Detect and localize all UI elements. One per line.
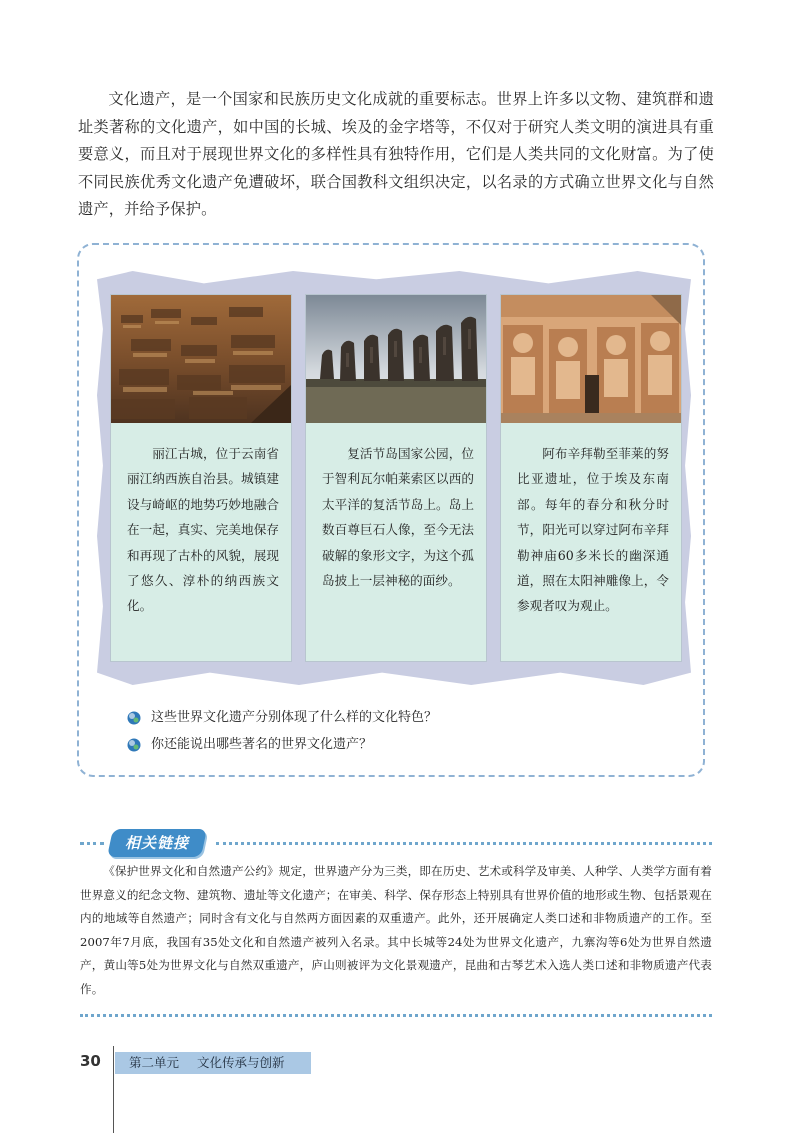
question-item xyxy=(127,731,437,758)
intro-paragraph: 文化遗产，是一个国家和民族历史文化成就的重要标志。世界上许多以文物、建筑群和遗址类著称的文化遗产，如中国的长城、埃及的金字塔等，不仅对于研究人类文明的演进具有重要意义，而且对于展现世界文化的多样性具有独特作用，它们是人类共同的文化财富。为了使不同民族优秀文化遗产免遭破坏，联合国教科文组织决定，以名录的方式确立世界文化与自然遗产，并给予保护。 xyxy=(78,90,714,218)
easter-island-moai-photo xyxy=(306,295,486,423)
footer-unit-label: 第二单元 xyxy=(129,1055,180,1070)
related-link-header xyxy=(80,826,716,860)
globe-bullet-icon xyxy=(127,711,141,725)
easter-island-caption: 复活节岛国家公园，位于智利瓦尔帕莱索区以西的太平洋的复活节岛上。岛上数百尊巨石人像，至今无法破解的象形文字，为这个孤岛披上一层神秘的面纱。 xyxy=(322,446,474,589)
abu-simbel-temple-photo xyxy=(501,295,681,423)
question-item xyxy=(127,704,437,731)
dotted-divider xyxy=(80,842,104,845)
related-link-title: 相关链接 xyxy=(124,834,189,852)
abu-simbel-caption: 阿布辛拜勒至菲莱的努比亚遗址，位于埃及东南部。每年的春分和秋分时节，阳光可以穿过阿布辛拜勒神庙60多米长的幽深通道，照在太阳神雕像上，令参观者叹为观止。 xyxy=(517,446,669,614)
heritage-card-easter-island xyxy=(306,295,486,661)
globe-bullet-icon xyxy=(127,738,141,752)
footer-unit-title: 文化传承与创新 xyxy=(197,1055,285,1070)
heritage-card-abu-simbel xyxy=(501,295,681,661)
footer-unit-band xyxy=(115,1052,311,1074)
discussion-questions xyxy=(127,704,437,758)
footer-vertical-rule xyxy=(113,1046,114,1133)
dotted-divider xyxy=(216,842,712,845)
lijiang-caption: 丽江古城，位于云南省丽江纳西族自治县。城镇建设与崎岖的地势巧妙地融合在一起，真实、完美地保存和再现了古朴的风貌，展现了悠久、淳朴的纳西族文化。 xyxy=(127,446,279,614)
heritage-card-lijiang xyxy=(111,295,291,661)
question-text: 你还能说出哪些著名的世界文化遗产？ xyxy=(151,737,373,752)
page-number: 30 xyxy=(80,1052,101,1070)
dotted-divider-bottom xyxy=(80,1014,712,1017)
related-link-body: 《保护世界文化和自然遗产公约》规定，世界遗产分为三类，即在历史、艺术或科学及审美、人种学、人类学方面有着世界意义的纪念文物、建筑物、遗址等文化遗产；在审美、科学、保存形态上特别具有世界价值的地形或生物、包括景观在内的地域等自然遗产；同时含有文化与自然两方面因素的双重遗产。此外，还开展确定人类口述和非物质遗产的工作。至2007年7月底，我国有35处文化和自然遗产被列入名录。其中长城等24处为世界文化遗产，九寨沟等6处为世界自然遗产，黄山等5处为世界文化与自然双重遗产，庐山则被评为文化景观遗产，昆曲和古琴艺术入选人类口述和非物质遗产代表作。 xyxy=(80,864,712,996)
activity-box xyxy=(77,243,705,777)
question-text: 这些世界文化遗产分别体现了什么样的文化特色？ xyxy=(151,710,438,725)
lijiang-old-town-photo xyxy=(111,295,291,423)
